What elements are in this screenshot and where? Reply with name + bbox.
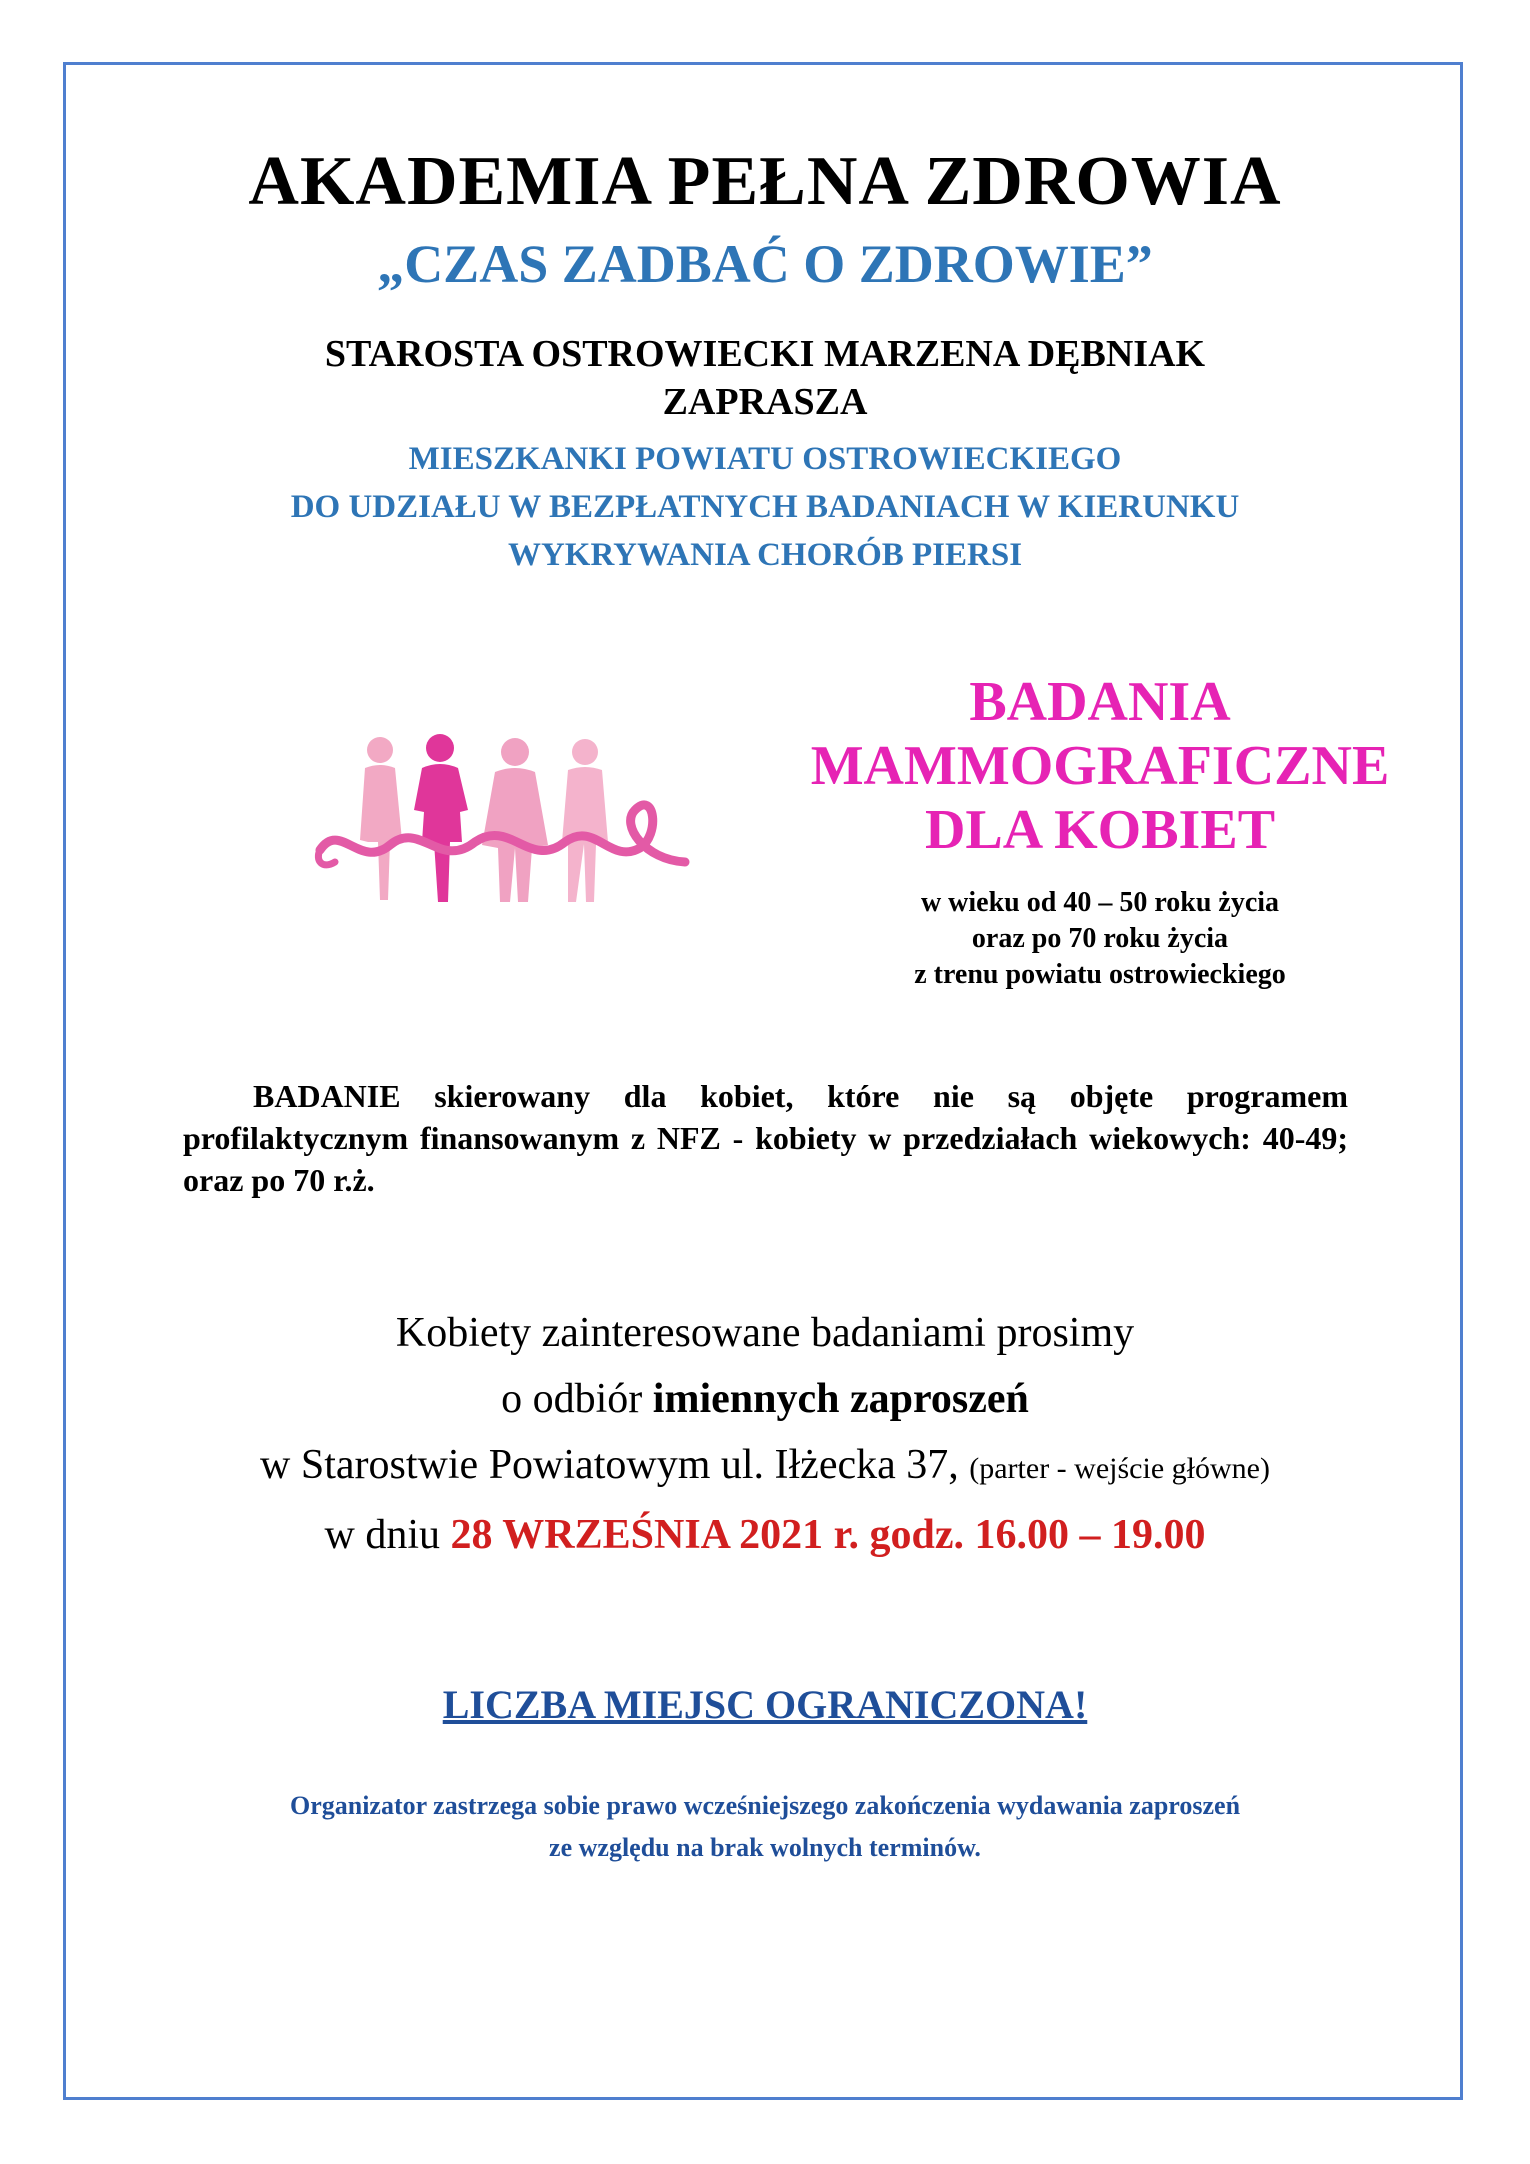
cta-line-2-prefix: o odbiór (501, 1376, 653, 1422)
limited-places-notice: LICZBA MIEJSC OGRANICZONA! (442, 1682, 1088, 1727)
cta-address-note: (parter - wejście główne) (969, 1452, 1270, 1485)
organizer-note (0, 1785, 1530, 1869)
age-info-line-3: z trenu powiatu ostrowieckiego (914, 959, 1286, 990)
cta-date-prefix: w dniu (324, 1512, 451, 1558)
woman-figure-2 (414, 734, 468, 902)
woman-figure-4 (562, 739, 608, 902)
age-info-line-2: oraz po 70 roku życia (971, 923, 1229, 954)
exam-title (780, 670, 1420, 862)
cta-line-4 (0, 1502, 1530, 1568)
age-info-line-1: w wieku od 40 – 50 roku życia (920, 887, 1280, 918)
cta-address: w Starostwie Powiatowym ul. Iłżecka 37, (260, 1442, 970, 1488)
cta-date: 28 WRZEŚNIA 2021 r. godz. 16.00 – 19.00 (450, 1512, 1206, 1558)
audience-line-2: DO UDZIAŁU W BEZPŁATNYCH BADANIACH W KIERUNKU (290, 489, 1240, 525)
woman-figure-3 (482, 738, 548, 902)
page-subtitle: „CZAS ZADBAĆ O ZDROWIE” (377, 234, 1153, 294)
page-title: AKADEMIA PEŁNA ZDROWIA (248, 143, 1282, 220)
exam-title-line-2: MAMMOGRAFICZNE (810, 735, 1390, 797)
cta-line-3 (0, 1432, 1530, 1502)
invitation-line-2: ZAPRASZA (662, 381, 868, 423)
cta-line-1: Kobiety zainteresowane badaniami prosimy (395, 1310, 1135, 1356)
exam-title-line-1: BADANIA (969, 671, 1231, 733)
cta-line-2 (0, 1366, 1530, 1432)
organizer-note-line-1: Organizator zastrzega sobie prawo wcześniejszego zakończenia wydawania zaproszeń (289, 1791, 1241, 1820)
women-ribbon-illustration (310, 730, 710, 910)
exam-title-line-3: DLA KOBIET (924, 799, 1276, 861)
audience-line-3: WYKRYWANIA CHORÓB PIERSI (507, 537, 1023, 573)
pink-ribbon-tail (318, 850, 335, 865)
call-to-action (0, 1300, 1530, 1568)
organizer-note-line-2: ze względu na brak wolnych terminów. (549, 1833, 981, 1862)
audience-line-1: MIESZKANKI POWIATU OSTROWIECKIEGO (408, 441, 1122, 477)
invitation-line-1: STAROSTA OSTROWIECKI MARZENA DĘBNIAK (324, 333, 1206, 375)
invitation-block (0, 330, 1530, 426)
audience-block (0, 435, 1530, 579)
exam-description: BADANIE skierowany dla kobiet, które nie są objęte programem profilaktycznym finansowanym z NFZ - kobiety w przedziałach wiekowych: 40-49; oraz po 70 r.ż. (183, 1078, 1348, 1198)
woman-figure-1 (360, 737, 402, 900)
age-info (800, 885, 1400, 993)
cta-line-2-bold: imiennych zaproszeń (652, 1376, 1029, 1422)
